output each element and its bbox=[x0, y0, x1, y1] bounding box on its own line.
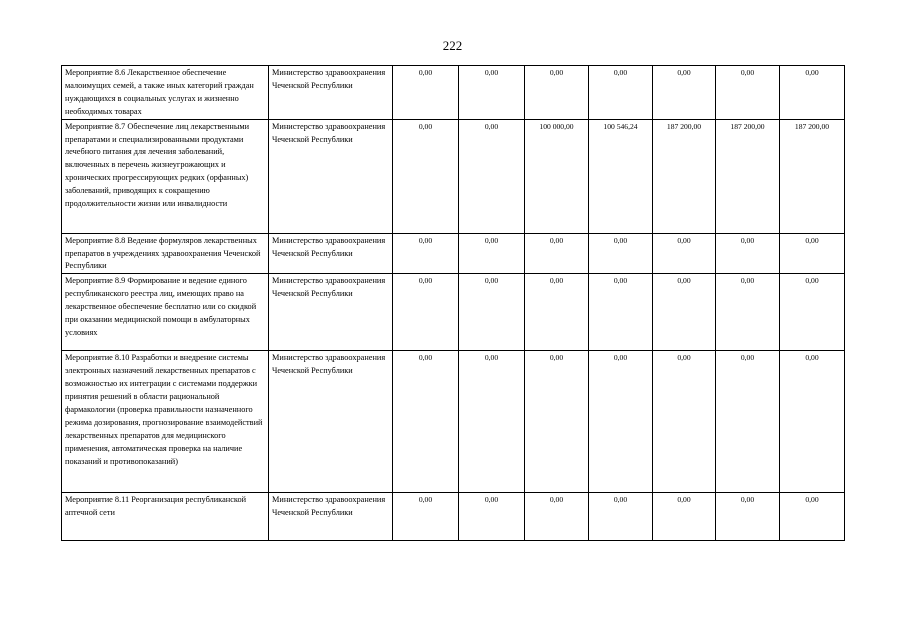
funding-value-cell: 0,00 bbox=[653, 351, 716, 493]
funding-value-cell: 187 200,00 bbox=[716, 119, 780, 233]
funding-value-cell: 0,00 bbox=[459, 233, 525, 274]
funding-value-cell: 0,00 bbox=[716, 66, 780, 120]
funding-value-cell: 0,00 bbox=[780, 233, 845, 274]
activity-name-cell: Мероприятие 8.10 Разработки и внедрение системы электронных назначений лекарственных препаратов с возможностью их интеграции с системами поддержки принятия решений в области рациональной фармакологии (проверка правильности назначенного режима дозирования, прогнозирование взаимодействий лекарственных препаратов для медицинского применения, автоматическая проверка на наличие показаний и противопоказаний) bbox=[62, 351, 269, 493]
funding-value-cell: 0,00 bbox=[716, 351, 780, 493]
activity-name-cell: Мероприятие 8.9 Формирование и ведение единого республиканского реестра лиц, имеющих право на лекарственное обеспечение бесплатно или со скидкой при оказании медицинской помощи в амбулаторных условиях bbox=[62, 274, 269, 351]
funding-value-cell: 0,00 bbox=[525, 66, 589, 120]
page-number: 222 bbox=[442, 38, 463, 53]
table-row bbox=[62, 274, 845, 351]
funding-value-cell: 0,00 bbox=[780, 493, 845, 541]
activity-name-cell: Мероприятие 8.6 Лекарственное обеспечение малоимущих семей, а также иных категорий граждан нуждающихся в социальных услугах и жизненно необходимых товарах bbox=[62, 66, 269, 120]
funding-value-cell: 0,00 bbox=[589, 493, 653, 541]
activity-name-cell: Мероприятие 8.11 Реорганизация республиканской аптечной сети bbox=[62, 493, 269, 541]
executor-cell: Министерство здравоохранения Чеченской Республики bbox=[269, 274, 393, 351]
executor-cell: Министерство здравоохранения Чеченской Республики bbox=[269, 119, 393, 233]
funding-value-cell: 0,00 bbox=[653, 233, 716, 274]
funding-value-cell: 0,00 bbox=[716, 274, 780, 351]
funding-value-cell: 100 000,00 bbox=[525, 119, 589, 233]
funding-value-cell: 0,00 bbox=[653, 493, 716, 541]
funding-value-cell: 0,00 bbox=[393, 119, 459, 233]
funding-value-cell: 0,00 bbox=[393, 233, 459, 274]
funding-value-cell: 0,00 bbox=[589, 66, 653, 120]
funding-value-cell: 0,00 bbox=[459, 493, 525, 541]
funding-value-cell: 0,00 bbox=[393, 351, 459, 493]
table-row bbox=[62, 351, 845, 493]
executor-cell: Министерство здравоохранения Чеченской Республики bbox=[269, 233, 393, 274]
funding-value-cell: 0,00 bbox=[653, 66, 716, 120]
funding-value-cell: 0,00 bbox=[716, 493, 780, 541]
table-row bbox=[62, 493, 845, 541]
program-activities-table bbox=[61, 65, 845, 541]
table-row bbox=[62, 66, 845, 120]
executor-cell: Министерство здравоохранения Чеченской Республики bbox=[269, 493, 393, 541]
funding-value-cell: 0,00 bbox=[525, 274, 589, 351]
funding-value-cell: 0,00 bbox=[780, 66, 845, 120]
funding-value-cell: 0,00 bbox=[525, 351, 589, 493]
funding-value-cell: 0,00 bbox=[653, 274, 716, 351]
funding-value-cell: 0,00 bbox=[525, 493, 589, 541]
executor-cell: Министерство здравоохранения Чеченской Республики bbox=[269, 351, 393, 493]
funding-value-cell: 0,00 bbox=[589, 233, 653, 274]
funding-value-cell: 0,00 bbox=[589, 351, 653, 493]
funding-value-cell: 0,00 bbox=[780, 274, 845, 351]
table-row bbox=[62, 233, 845, 274]
table-row bbox=[62, 119, 845, 233]
funding-value-cell: 100 546,24 bbox=[589, 119, 653, 233]
activity-name-cell: Мероприятие 8.8 Ведение формуляров лекарственных препаратов в учреждениях здравоохранения Чеченской Республики bbox=[62, 233, 269, 274]
funding-value-cell: 0,00 bbox=[393, 493, 459, 541]
executor-cell: Министерство здравоохранения Чеченской Республики bbox=[269, 66, 393, 120]
funding-value-cell: 0,00 bbox=[589, 274, 653, 351]
funding-value-cell: 0,00 bbox=[393, 274, 459, 351]
table-body bbox=[62, 66, 845, 541]
funding-value-cell: 0,00 bbox=[459, 66, 525, 120]
funding-value-cell: 187 200,00 bbox=[653, 119, 716, 233]
funding-value-cell: 187 200,00 bbox=[780, 119, 845, 233]
funding-value-cell: 0,00 bbox=[459, 351, 525, 493]
funding-value-cell: 0,00 bbox=[716, 233, 780, 274]
funding-value-cell: 0,00 bbox=[459, 119, 525, 233]
funding-value-cell: 0,00 bbox=[525, 233, 589, 274]
funding-value-cell: 0,00 bbox=[459, 274, 525, 351]
funding-value-cell: 0,00 bbox=[393, 66, 459, 120]
activity-name-cell: Мероприятие 8.7 Обеспечение лиц лекарственными препаратами и специализированными продуктами лечебного питания для лечения заболеваний, включенных в перечень жизнеугрожающих и хронических прогрессирующих редких (орфанных) заболеваний, приводящих к сокращению продолжительности жизни или инвалидности bbox=[62, 119, 269, 233]
funding-value-cell: 0,00 bbox=[780, 351, 845, 493]
